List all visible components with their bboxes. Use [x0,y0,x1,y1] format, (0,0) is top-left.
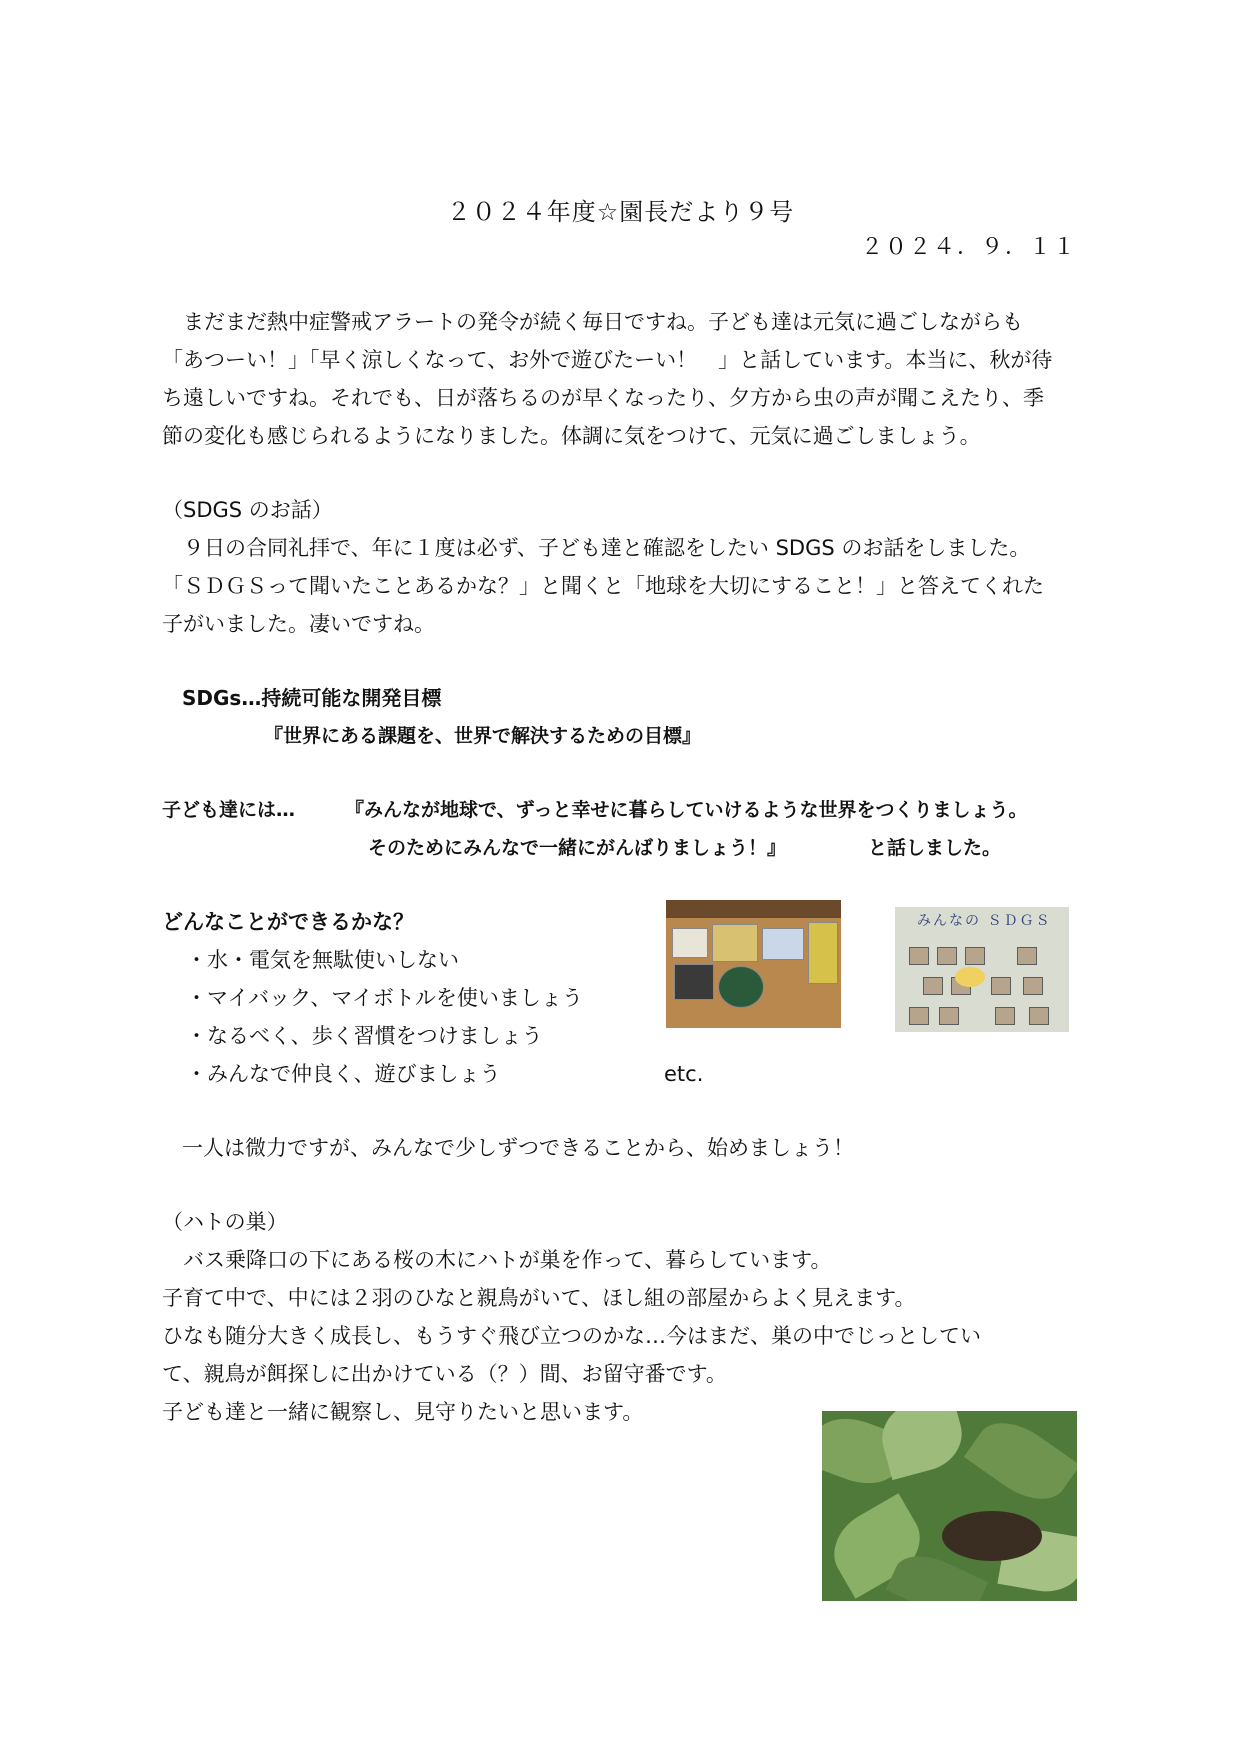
issue-date: ２０２４．９．１１ [860,235,1077,260]
sdgs-drawings-photo [666,900,841,1028]
pigeon-line: バス乗降口の下にある桜の木にハトが巣を作って、暮らしています。 [162,1248,832,1272]
kids-message-suffix: と話しました。 [868,837,1002,859]
page-title: ２０２４年度☆園長だより９号 [446,198,795,226]
intro-line: 「あつーい！」「早く涼しくなって、お外で遊びたーい！ 」と話しています。本当に、秋が待 [162,348,1053,372]
section-heading-pigeon: （ハトの巣） [162,1210,288,1234]
sdgs-paragraph-line: 「ＳＤＧＳって聞いたことあるかな？」と聞くと「地球を大切にすること！」と答えてくれた [162,574,1044,598]
sdgs-paragraph-line: ９日の合同礼拝で、年に１度は必ず、子ども達と確認をしたい SDGS のお話をしました。 [162,536,1031,560]
intro-line: 節の変化も感じられるようになりました。体調に気をつけて、元気に過ごしましょう。 [162,424,981,448]
intro-line: まだまだ熱中症警戒アラートの発令が続く毎日ですね。子ども達は元気に過ごしながらも [162,310,1023,334]
sdgs-question: どんなことができるかな？ [162,910,414,934]
pigeon-nest-photo [822,1411,1077,1601]
sdgs-item: ・みんなで仲良く、遊びましょう [186,1062,501,1086]
pigeon-line: て、親鳥が餌探しに出かけている（？）間、お留守番です。 [162,1362,727,1386]
sdgs-item: ・マイバック、マイボトルを使いましょう [186,986,583,1010]
sdgs-item: ・水・電気を無駄使いしない [186,948,459,972]
sdgs-etc: etc. [664,1062,704,1086]
sdgs-definition-title: SDGs…持続可能な開発目標 [182,686,442,710]
intro-line: ち遠しいですね。それでも、日が落ちるのが早くなったり、夕方から虫の声が聞こえたり、季 [162,386,1044,410]
pigeon-line: 子ども達と一緒に観察し、見守りたいと思います。 [162,1400,644,1424]
sdgs-board-photo [895,907,1069,1032]
board-title: みんなの ＳＤＧＳ [917,913,1052,929]
kids-message-line: そのためにみんなで一緒にがんばりましょう！』 [368,837,787,859]
kids-message-line: 『みんなが地球で、ずっと幸せに暮らしていけるような世界をつくりましょう。 [345,799,1028,821]
section-heading-sdgs: （SDGS のお話） [162,498,333,522]
sdgs-paragraph-line: 子がいました。凄いですね。 [162,612,435,636]
sdgs-closing: 一人は微力ですが、みんなで少しずつできることから、始めましょう！ [182,1136,854,1160]
sdgs-definition-subtitle: 『世界にある課題を、世界で解決するための目標』 [264,725,702,747]
pigeon-line: 子育て中で、中には２羽のひなと親鳥がいて、ほし組の部屋からよく見えます。 [162,1286,916,1310]
kids-prefix: 子ども達には… [162,799,296,821]
sdgs-item: ・なるべく、歩く習慣をつけましょう [186,1024,543,1048]
pigeon-line: ひなも随分大きく成長し、もうすぐ飛び立つのかな…今はまだ、巣の中でじっとしてい [162,1324,981,1348]
